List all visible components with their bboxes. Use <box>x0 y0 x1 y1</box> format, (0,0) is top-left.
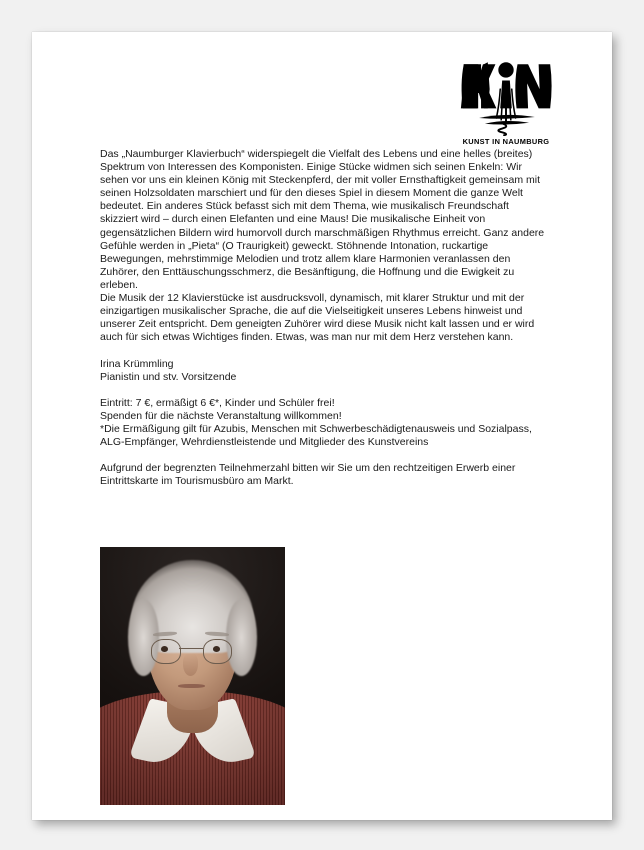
logo-caption: KUNST IN NAUMBURG <box>462 137 550 146</box>
ticket-notice: Aufgrund der begrenzten Teilnehmerzahl bitten wir Sie um den rechtzeitigen Erwerb einer Eintrittskarte im Tourismusbüro am Markt. <box>100 462 516 488</box>
admission-donation-line: Spenden für die nächste Veranstaltung willkommen! <box>100 409 342 422</box>
photo-hair-left <box>128 599 159 676</box>
spacer <box>100 384 547 397</box>
photo-mouth <box>178 684 206 688</box>
spacer <box>100 449 547 462</box>
portrait-photo <box>100 547 285 805</box>
paragraph-intro: Das „Naumburger Klavierbuch“ widerspiegelt die Vielfalt des Lebens und eine helles (breites) Spektrum von Interessen des Komponisten. Einige Stücke widmen sich seinen Enkeln: Wir sehen vor uns ein kleinen König mit Steckenpferd, der mit voller Ernsthaftigkeit gemeinsam mit seinen Holzsoldaten marschiert und für den dieses Spiel in diesem Moment die ganze Welt bedeutet. Ein anderes Stück befasst sich mit dem Thema, wie musikalisch Freundschaft skizziert wird – durch einen Elefanten und eine Maus! Die musikalische Einheit von gegensätzlichen Bildern wird humorvoll durch marschmäßigen Rhythmus erreicht. Ganz andere Gefühle werden in „Pieta“ (O Traurigkeit) geweckt. Stöhnende Intonation, ruckartige Bewegungen, mehrstimmige Melodien und trotz allem klare Harmonien veranlassen den Zuhörer, den Enttäuschungsschmerz, die Besänftigung, die Hoffnung und die Ewigkeit zu erleben. <box>100 148 545 291</box>
kin-brush-logo-icon <box>458 50 554 136</box>
paragraph-music: Die Musik der 12 Klavierstücke ist ausdrucksvoll, dynamisch, mit klarer Struktur und mit der einzigartigen musikalischer Sprache, die auf die Vielseitigkeit unseres Lebens hinweist und unserer Zeit entspricht. Dem geneigten Zuhörer wird diese Musik nicht kalt lassen und er wird auch für sich etwas Wichtiges finden. Etwas, was man nur mit dem Herz verstehen kann. <box>100 292 535 344</box>
photo-nose <box>183 653 198 676</box>
admission-footnote: *Die Ermäßigung gilt für Azubis, Menschen mit Schwerbeschädigtenausweis und Sozialpass, ALG-Empfänger, Wehrdienstleistende und Mitglieder des Kunstvereins <box>100 422 532 449</box>
admission-price-line: Eintritt: 7 €, ermäßigt 6 €*, Kinder und Schüler frei! <box>100 396 335 409</box>
signature-role: Pianistin und stv. Vorsitzende <box>100 370 237 383</box>
photo-glasses-bridge <box>179 648 203 649</box>
document-body <box>100 148 547 488</box>
document-page <box>32 32 612 820</box>
spacer <box>100 344 547 357</box>
signature-name: Irina Krümmling <box>100 357 174 370</box>
photo-hair-right <box>226 599 257 676</box>
kin-logo <box>444 50 568 146</box>
